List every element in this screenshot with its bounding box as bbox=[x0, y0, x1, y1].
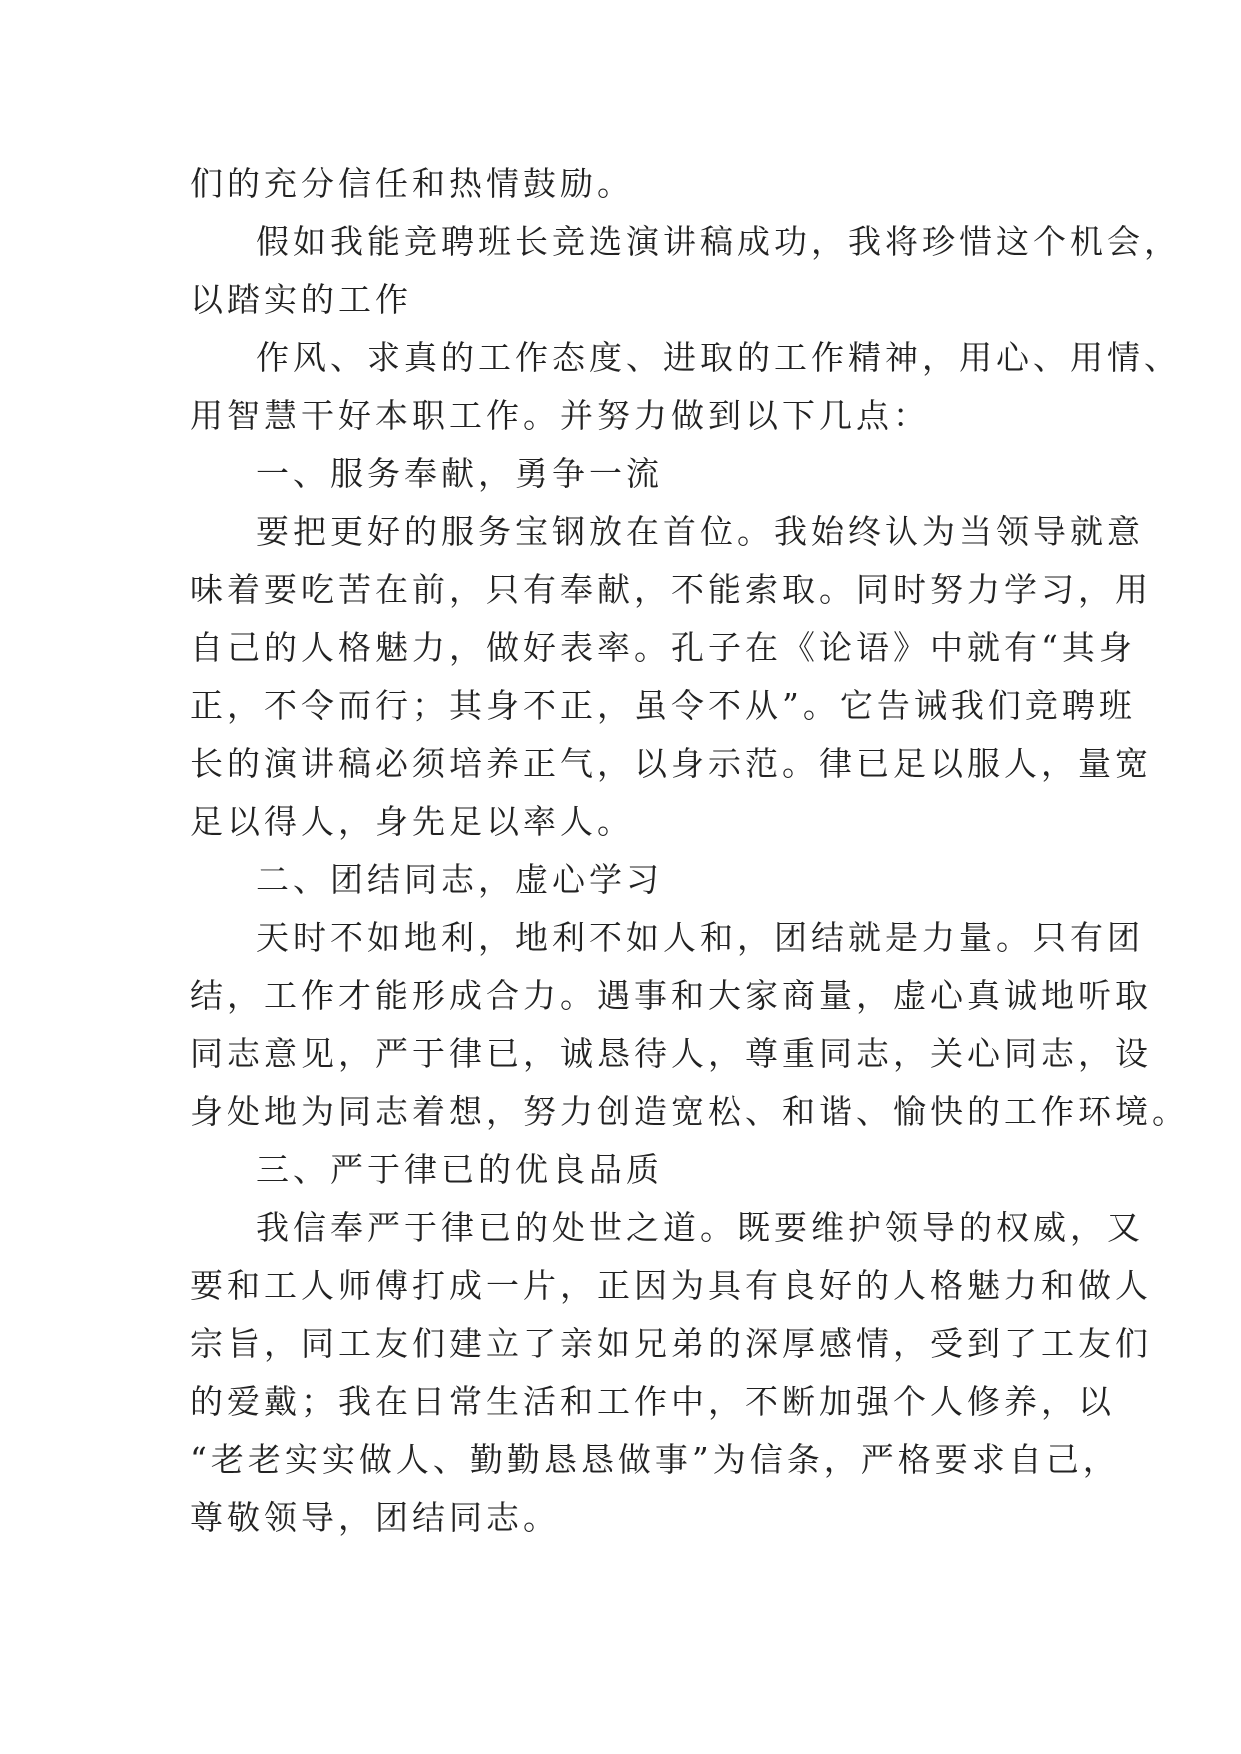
section-heading: 二、团结同志，虚心学习 bbox=[256, 860, 663, 899]
text-line: 们的充分信任和热情鼓励。 bbox=[190, 164, 634, 203]
text-line: 天时不如地利，地利不如人和，团结就是力量。只有团 bbox=[256, 918, 1144, 957]
text-line: 身处地为同志着想，努力创造宽松、和谐、愉快的工作环境。 bbox=[190, 1092, 1189, 1131]
text-line: 自己的人格魅力，做好表率。孔子在《论语》中就有“其身 bbox=[190, 628, 1136, 667]
text-line: 我信奉严于律已的处世之道。既要维护领导的权威，又 bbox=[256, 1208, 1144, 1247]
text-line: “老老实实做人、勤勤恳恳做事”为信条，严格要求自己， bbox=[190, 1440, 1120, 1479]
text-line: 的爱戴；我在日常生活和工作中，不断加强个人修养，以 bbox=[190, 1382, 1115, 1421]
text-line: 结，工作才能形成合力。遇事和大家商量，虚心真诚地听取 bbox=[190, 976, 1152, 1015]
text-line: 味着要吃苦在前，只有奉献，不能索取。同时努力学习，用 bbox=[190, 570, 1152, 609]
text-line: 长的演讲稿必须培养正气，以身示范。律已足以服人，量宽 bbox=[190, 744, 1152, 783]
text-line: 尊敬领导，团结同志。 bbox=[190, 1498, 560, 1537]
text-line: 足以得人，身先足以率人。 bbox=[190, 802, 634, 841]
text-line: 假如我能竞聘班长竞选演讲稿成功，我将珍惜这个机会， bbox=[256, 222, 1181, 261]
section-heading: 一、服务奉献，勇争一流 bbox=[256, 454, 663, 493]
text-line: 以踏实的工作 bbox=[190, 280, 412, 319]
text-line: 正，不令而行；其身不正，虽令不从”。它告诫我们竞聘班 bbox=[190, 686, 1136, 725]
section-heading: 三、严于律已的优良品质 bbox=[256, 1150, 663, 1189]
text-line: 作风、求真的工作态度、进取的工作精神，用心、用情、 bbox=[256, 338, 1181, 377]
text-line: 宗旨，同工友们建立了亲如兄弟的深厚感情，受到了工友们 bbox=[190, 1324, 1152, 1363]
text-line: 要和工人师傅打成一片，正因为具有良好的人格魅力和做人 bbox=[190, 1266, 1152, 1305]
text-line: 同志意见，严于律已，诚恳待人，尊重同志，关心同志，设 bbox=[190, 1034, 1152, 1073]
document-body bbox=[190, 155, 1189, 1547]
text-line: 要把更好的服务宝钢放在首位。我始终认为当领导就意 bbox=[256, 512, 1144, 551]
text-line: 用智慧干好本职工作。并努力做到以下几点： bbox=[190, 396, 930, 435]
